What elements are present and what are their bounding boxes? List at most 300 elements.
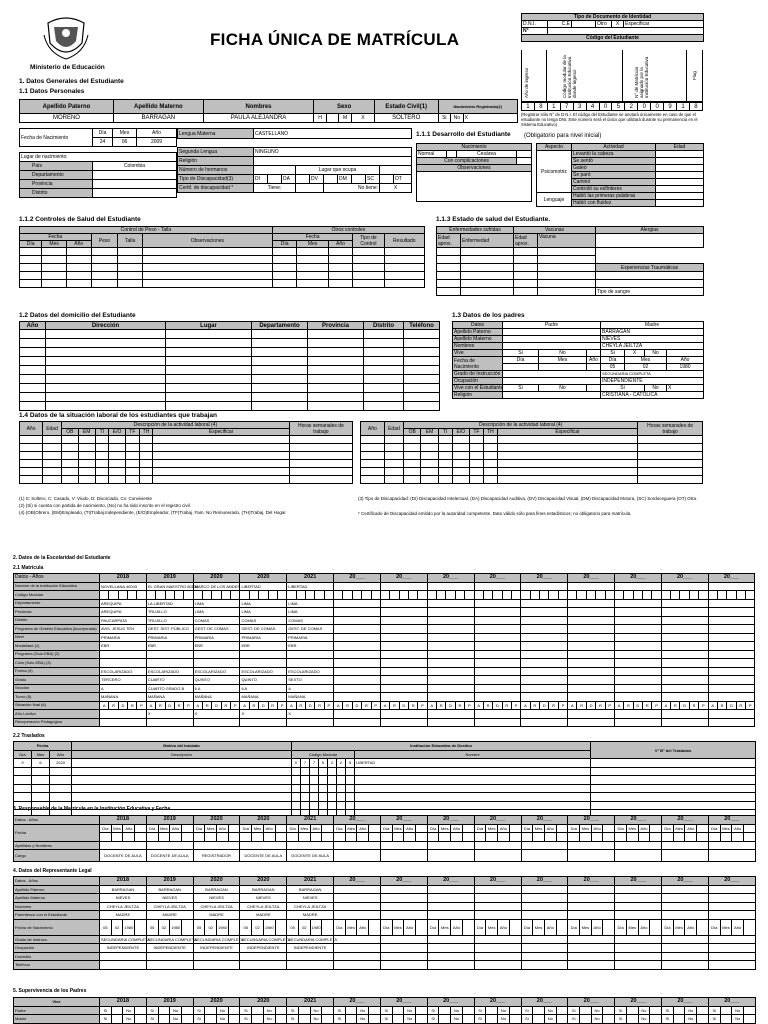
s5-cell[interactable]: Si (568, 1006, 580, 1015)
mat-cell[interactable] (334, 676, 381, 685)
mat-cell[interactable]: MAÑANA (100, 693, 147, 702)
tras-cell[interactable] (355, 767, 591, 776)
mat-cell[interactable]: PAUCARPATA (100, 616, 147, 625)
s4-date[interactable]: Mes (486, 919, 498, 935)
tras-cell[interactable] (319, 793, 328, 802)
s5-cell[interactable] (486, 1015, 498, 1024)
mat-cell[interactable] (614, 608, 661, 617)
s5-cell[interactable] (720, 1015, 732, 1024)
mat-cell[interactable] (661, 710, 708, 719)
code-digit[interactable]: 0 (600, 102, 613, 111)
mat-cell[interactable] (708, 599, 755, 608)
mat-sit-cell[interactable]: A (380, 701, 389, 710)
civil-value[interactable]: SOLTERO (374, 114, 438, 123)
act-age[interactable] (656, 186, 704, 193)
s3-date[interactable] (111, 833, 123, 842)
mat-cell[interactable] (614, 616, 661, 625)
s3-date[interactable] (509, 833, 521, 842)
mat-code-cell[interactable] (399, 591, 408, 600)
work-cell[interactable] (483, 476, 497, 484)
work-cell[interactable] (469, 468, 483, 476)
mat-code-cell[interactable] (118, 591, 127, 600)
s5-cell[interactable]: Si (287, 1006, 299, 1015)
s3-date[interactable] (252, 833, 264, 842)
health-cell[interactable] (66, 256, 91, 264)
s4-cell[interactable]: INDEPENDIENTE (287, 944, 334, 953)
mat-cell[interactable] (287, 650, 334, 659)
work-cell[interactable] (638, 444, 703, 452)
mat-cell[interactable]: GEST. DE COMAS (193, 625, 240, 634)
home-cell[interactable] (404, 375, 440, 384)
tras-cod-digit[interactable]: 2 (328, 759, 337, 768)
work-cell[interactable] (497, 444, 637, 452)
s5-cell[interactable]: Si (427, 1015, 439, 1024)
mat-cell[interactable] (521, 667, 568, 676)
s5-cell[interactable]: No (544, 1015, 556, 1024)
state-cell[interactable] (437, 272, 461, 280)
health-cell[interactable] (384, 264, 424, 272)
work-cell[interactable] (452, 476, 469, 484)
mat-sit-cell[interactable]: P (418, 701, 427, 710)
home-cell[interactable] (166, 393, 252, 402)
state-cell[interactable] (437, 280, 461, 288)
s4-cell[interactable] (708, 902, 755, 911)
mat-sit-cell[interactable]: R (483, 701, 492, 710)
mat-sit-cell[interactable]: P (465, 701, 474, 710)
s5-cell[interactable]: No (170, 1015, 182, 1024)
s4-cell[interactable]: SECUNDARIA COMPLETA (288, 936, 338, 942)
s5-cell[interactable]: Si (662, 1015, 674, 1024)
s5-cell[interactable] (345, 1006, 357, 1015)
mat-sit-cell[interactable]: P (277, 701, 286, 710)
mat-code-cell[interactable] (408, 591, 417, 600)
work-cell[interactable] (43, 436, 62, 444)
s3-name[interactable] (240, 841, 287, 850)
mat-cell[interactable]: A (287, 684, 334, 693)
s4-date[interactable] (462, 919, 474, 935)
act-age[interactable] (656, 151, 704, 158)
mat-sit-cell[interactable]: P (699, 701, 708, 710)
home-cell[interactable] (308, 330, 364, 339)
mat-cell[interactable] (661, 667, 708, 676)
s3-name[interactable] (708, 841, 755, 850)
s4-cell[interactable] (334, 885, 381, 894)
mat-cell[interactable] (334, 582, 381, 591)
tras-cell[interactable] (310, 793, 319, 802)
s3-date[interactable] (498, 833, 510, 842)
state-cell[interactable] (596, 272, 704, 280)
health-cell[interactable] (384, 256, 424, 264)
tras-cell[interactable] (292, 784, 301, 793)
work-cell[interactable] (483, 436, 497, 444)
s5-cell[interactable] (275, 1006, 287, 1015)
home-cell[interactable] (166, 402, 252, 411)
s4-date[interactable]: 02 (158, 919, 170, 935)
mat-cell[interactable] (614, 599, 661, 608)
mat-cell[interactable] (521, 582, 568, 591)
state-cell[interactable] (461, 248, 514, 256)
mat-code-cell[interactable] (418, 591, 427, 600)
mat-sit-cell[interactable]: D (352, 701, 361, 710)
code-digit[interactable]: 1 (677, 102, 690, 111)
health-cell[interactable] (118, 256, 143, 264)
s3-date[interactable] (100, 833, 112, 842)
s4-date[interactable] (322, 919, 334, 935)
tras-firma[interactable] (591, 759, 756, 768)
work-cell[interactable] (78, 452, 95, 460)
mat-cell[interactable] (427, 684, 474, 693)
health-cell[interactable] (353, 248, 384, 256)
mat-code-cell[interactable] (596, 591, 605, 600)
mat-cell[interactable]: LIMA (193, 608, 240, 617)
tras-cell[interactable] (50, 784, 72, 793)
health-cell[interactable] (328, 248, 353, 256)
s5-cell[interactable] (369, 1006, 381, 1015)
s4-cell[interactable] (521, 944, 568, 953)
mat-cell[interactable]: PRIMARIA (146, 633, 193, 642)
work-cell[interactable] (139, 452, 153, 460)
tras-cell[interactable] (591, 793, 756, 802)
code-digit[interactable]: 2 (625, 102, 638, 111)
padre-ocup[interactable] (503, 378, 601, 385)
s4-cell[interactable] (474, 935, 521, 944)
work-cell[interactable] (384, 468, 403, 476)
work-cell[interactable] (20, 468, 43, 476)
work-cell[interactable] (452, 436, 469, 444)
mat-sit-cell[interactable]: D (680, 701, 689, 710)
mat-cell[interactable] (146, 659, 193, 668)
mat-code-cell[interactable] (614, 591, 623, 600)
mat-cell[interactable] (661, 633, 708, 642)
code-digit[interactable]: 8 (690, 102, 703, 111)
s5-cell[interactable] (439, 1006, 451, 1015)
s4-cell[interactable] (708, 935, 755, 944)
s3-name[interactable] (474, 841, 521, 850)
s5-cell[interactable] (744, 1006, 756, 1015)
s4-date[interactable]: Año (732, 919, 744, 935)
home-cell[interactable] (166, 357, 252, 366)
s4-cell[interactable] (474, 894, 521, 903)
mat-code-cell[interactable] (193, 591, 202, 600)
s4-cell[interactable] (615, 952, 662, 961)
mat-cell[interactable] (661, 608, 708, 617)
s4-cell[interactable] (474, 944, 521, 953)
mat-cell[interactable] (334, 710, 381, 719)
mat-cell[interactable] (146, 650, 193, 659)
health-cell[interactable] (91, 272, 118, 280)
work-cell[interactable] (109, 452, 126, 460)
work-cell[interactable] (95, 476, 109, 484)
mat-code-cell[interactable] (586, 591, 595, 600)
m-dia-v[interactable]: 05 (601, 364, 625, 371)
s4-date[interactable]: Día (380, 919, 392, 935)
s4-cell[interactable] (474, 911, 521, 920)
mat-code-cell[interactable] (249, 591, 258, 600)
home-cell[interactable] (166, 348, 252, 357)
mat-cell[interactable] (474, 693, 521, 702)
mat-cell[interactable]: ESCOLARIZADO (240, 667, 287, 676)
s4-cell[interactable] (662, 961, 709, 970)
s4-cell[interactable] (334, 944, 381, 953)
mat-cell[interactable] (568, 676, 615, 685)
tras-cell[interactable] (346, 784, 355, 793)
nac-no[interactable]: No (451, 114, 464, 123)
state-cell[interactable] (437, 264, 461, 272)
s4-date[interactable]: Mes (533, 919, 545, 935)
tras-cell[interactable] (319, 776, 328, 785)
s4-date[interactable]: 05 (100, 919, 112, 935)
id-number-field[interactable] (548, 28, 704, 35)
work-cell[interactable] (78, 476, 95, 484)
mat-cell[interactable] (708, 659, 755, 668)
mat-code-cell[interactable] (455, 591, 464, 600)
s4-cell[interactable] (427, 961, 474, 970)
mat-code-cell[interactable] (474, 591, 483, 600)
s5-cell[interactable] (556, 1015, 568, 1024)
normal-box[interactable] (447, 151, 457, 158)
mat-cell[interactable] (287, 718, 334, 727)
home-cell[interactable] (46, 393, 166, 402)
s4-cell[interactable] (708, 952, 755, 961)
tras-anio[interactable]: 2020 (50, 759, 72, 768)
mat-cell[interactable] (427, 625, 474, 634)
s4-cell[interactable]: SECUNDARIA COMPLETA (147, 936, 197, 942)
padre-grado[interactable] (503, 371, 601, 378)
work-cell[interactable] (361, 444, 385, 452)
mat-sit-cell[interactable]: R (455, 701, 464, 710)
work-cell[interactable] (638, 436, 703, 444)
tras-cell[interactable] (355, 776, 591, 785)
work-cell[interactable] (78, 460, 95, 468)
work-cell[interactable] (638, 452, 703, 460)
work-cell[interactable] (469, 476, 483, 484)
s3-date[interactable] (521, 833, 533, 842)
s5-cell[interactable] (111, 1015, 123, 1024)
home-cell[interactable] (20, 375, 46, 384)
mat-cell[interactable] (474, 633, 521, 642)
madre-paterno[interactable]: BARRAGAN (601, 329, 704, 336)
work-cell[interactable] (452, 452, 469, 460)
s3-date[interactable] (626, 833, 638, 842)
work-cell[interactable] (361, 476, 385, 484)
s3-date[interactable] (181, 833, 193, 842)
mat-cell[interactable] (708, 642, 755, 651)
mat-cell[interactable]: MAÑANA (146, 693, 193, 702)
work-cell[interactable] (421, 444, 438, 452)
mat-cell[interactable] (380, 693, 427, 702)
s4-cell[interactable] (474, 885, 521, 894)
health-cell[interactable] (272, 280, 297, 288)
mat-cell[interactable] (380, 633, 427, 642)
discap-ot[interactable]: OT (394, 175, 412, 184)
s3-date[interactable] (533, 833, 545, 842)
work-cell[interactable] (497, 436, 637, 444)
s3-name[interactable] (615, 841, 662, 850)
mat-code-cell[interactable] (671, 591, 680, 600)
s4-date[interactable]: Año (451, 919, 463, 935)
mat-code-cell[interactable] (427, 591, 436, 600)
s3-name[interactable] (380, 841, 427, 850)
s3-date[interactable] (334, 833, 346, 842)
mat-cell[interactable] (521, 659, 568, 668)
mat-cell[interactable] (334, 616, 381, 625)
s4-cell[interactable] (146, 952, 193, 961)
tras-cell[interactable] (301, 784, 310, 793)
mat-cell[interactable] (193, 718, 240, 727)
s4-cell[interactable]: MADRE (240, 911, 287, 920)
mat-cell[interactable]: GEST. DE COMAS (240, 625, 287, 634)
tras-cell[interactable] (301, 801, 310, 810)
mat-cell[interactable] (240, 659, 287, 668)
health-cell[interactable] (66, 264, 91, 272)
s5-cell[interactable] (322, 1006, 334, 1015)
mat-cell[interactable] (568, 693, 615, 702)
s5-cell[interactable]: Si (708, 1015, 720, 1024)
tras-cell[interactable] (14, 784, 32, 793)
work-cell[interactable] (452, 468, 469, 476)
tras-cell[interactable] (328, 767, 337, 776)
s4-cell[interactable] (615, 885, 662, 894)
mat-cell[interactable] (661, 582, 708, 591)
tras-cell[interactable] (310, 801, 319, 810)
ce-option[interactable]: C.E (548, 21, 572, 28)
work-cell[interactable] (469, 436, 483, 444)
s4-cell[interactable] (380, 902, 427, 911)
mat-code-cell[interactable] (699, 591, 708, 600)
health-cell[interactable] (297, 272, 328, 280)
code-digit[interactable]: 4 (587, 102, 600, 111)
work-cell[interactable] (20, 476, 43, 484)
mat-cell[interactable]: CUARTO (146, 676, 193, 685)
work-cell[interactable] (20, 452, 43, 460)
s4-cell[interactable]: NIEVES (240, 894, 287, 903)
home-cell[interactable] (308, 357, 364, 366)
s3-date[interactable] (205, 833, 217, 842)
work-cell[interactable] (61, 468, 78, 476)
mat-cell[interactable]: LIBERTAD (240, 582, 287, 591)
mat-code-cell[interactable] (324, 591, 333, 600)
mat-code-cell[interactable] (530, 591, 539, 600)
work-cell[interactable] (109, 468, 126, 476)
act-age[interactable] (656, 200, 704, 207)
s4-cell[interactable] (568, 961, 615, 970)
state-cell[interactable] (514, 248, 538, 256)
mat-cell[interactable] (708, 608, 755, 617)
health-cell[interactable] (91, 280, 118, 288)
s5-cell[interactable] (580, 1015, 592, 1024)
s3-date[interactable] (392, 833, 404, 842)
mat-cell[interactable] (568, 684, 615, 693)
mat-cell[interactable] (146, 718, 193, 727)
home-cell[interactable] (20, 366, 46, 375)
mat-sit-cell[interactable]: R (202, 701, 211, 710)
health-cell[interactable] (297, 264, 328, 272)
s4-date[interactable] (135, 919, 147, 935)
s4-cell[interactable] (427, 935, 474, 944)
work-cell[interactable] (109, 436, 126, 444)
s3-cargo-v[interactable] (427, 850, 474, 862)
mat-cell[interactable]: NOVELLANA 40043 (100, 582, 147, 591)
home-cell[interactable] (308, 375, 364, 384)
s5-cell[interactable]: Si (240, 1006, 252, 1015)
sexo-h[interactable]: H (314, 114, 327, 123)
tras-cell[interactable] (328, 784, 337, 793)
s4-date[interactable]: Año (591, 919, 603, 935)
work-cell[interactable] (126, 468, 140, 476)
health-cell[interactable] (384, 280, 424, 288)
tras-cell[interactable] (328, 801, 337, 810)
mat-cell[interactable] (240, 718, 287, 727)
s5-cell[interactable]: Si (615, 1006, 627, 1015)
mat-sit-cell[interactable]: P (371, 701, 380, 710)
mat-sit-cell[interactable]: D (493, 701, 502, 710)
health-cell[interactable] (42, 280, 67, 288)
mat-cell[interactable] (474, 608, 521, 617)
s4-date[interactable]: Año (357, 919, 369, 935)
mat-cell[interactable]: LIMA (240, 599, 287, 608)
m-mes-v[interactable]: 02 (625, 364, 667, 371)
mat-cell[interactable] (427, 667, 474, 676)
state-cell[interactable] (538, 272, 596, 280)
home-cell[interactable] (364, 375, 404, 384)
home-cell[interactable] (404, 330, 440, 339)
tras-cell[interactable] (591, 767, 756, 776)
mat-sit-cell[interactable]: R (109, 701, 118, 710)
s3-date[interactable] (638, 833, 650, 842)
s3-date[interactable] (544, 833, 556, 842)
work-cell[interactable] (43, 476, 62, 484)
state-cell[interactable] (538, 288, 596, 296)
s3-cargo-v[interactable] (615, 850, 662, 862)
work-cell[interactable] (289, 468, 352, 476)
work-cell[interactable] (153, 452, 290, 460)
s4-cell[interactable] (568, 944, 615, 953)
mat-code-cell[interactable] (277, 591, 286, 600)
padre-paterno[interactable] (503, 329, 601, 336)
s3-cargo-v[interactable] (474, 850, 521, 862)
dia-value[interactable]: 24 (93, 138, 113, 147)
mat-cell[interactable] (568, 710, 615, 719)
health-cell[interactable] (142, 264, 272, 272)
tras-ie-nombre[interactable]: LIBERTAD (355, 759, 591, 768)
s3-name[interactable] (193, 841, 240, 850)
tras-cell[interactable] (328, 776, 337, 785)
dni-option[interactable]: D.N.I. (522, 21, 548, 28)
mat-code-cell[interactable] (352, 591, 361, 600)
s4-cell[interactable]: NIEVES (146, 894, 193, 903)
s3-date[interactable] (556, 833, 568, 842)
mat-cell[interactable] (100, 659, 147, 668)
mat-sit-cell[interactable]: R (624, 701, 633, 710)
s4-cell[interactable] (427, 894, 474, 903)
s3-date[interactable] (322, 833, 334, 842)
s4-cell[interactable] (521, 935, 568, 944)
mat-code-cell[interactable] (240, 591, 249, 600)
mat-cell[interactable] (427, 659, 474, 668)
health-cell[interactable] (91, 264, 118, 272)
home-cell[interactable] (252, 393, 308, 402)
home-cell[interactable] (252, 366, 308, 375)
mat-cell[interactable] (708, 667, 755, 676)
mat-code-cell[interactable] (746, 591, 755, 600)
tras-cod-digit[interactable]: 5 (346, 759, 355, 768)
home-cell[interactable] (252, 375, 308, 384)
s5-cell[interactable] (509, 1015, 521, 1024)
work-cell[interactable] (483, 452, 497, 460)
mat-code-cell[interactable] (362, 591, 371, 600)
s5-cell[interactable] (298, 1006, 310, 1015)
mat-cell[interactable] (334, 642, 381, 651)
